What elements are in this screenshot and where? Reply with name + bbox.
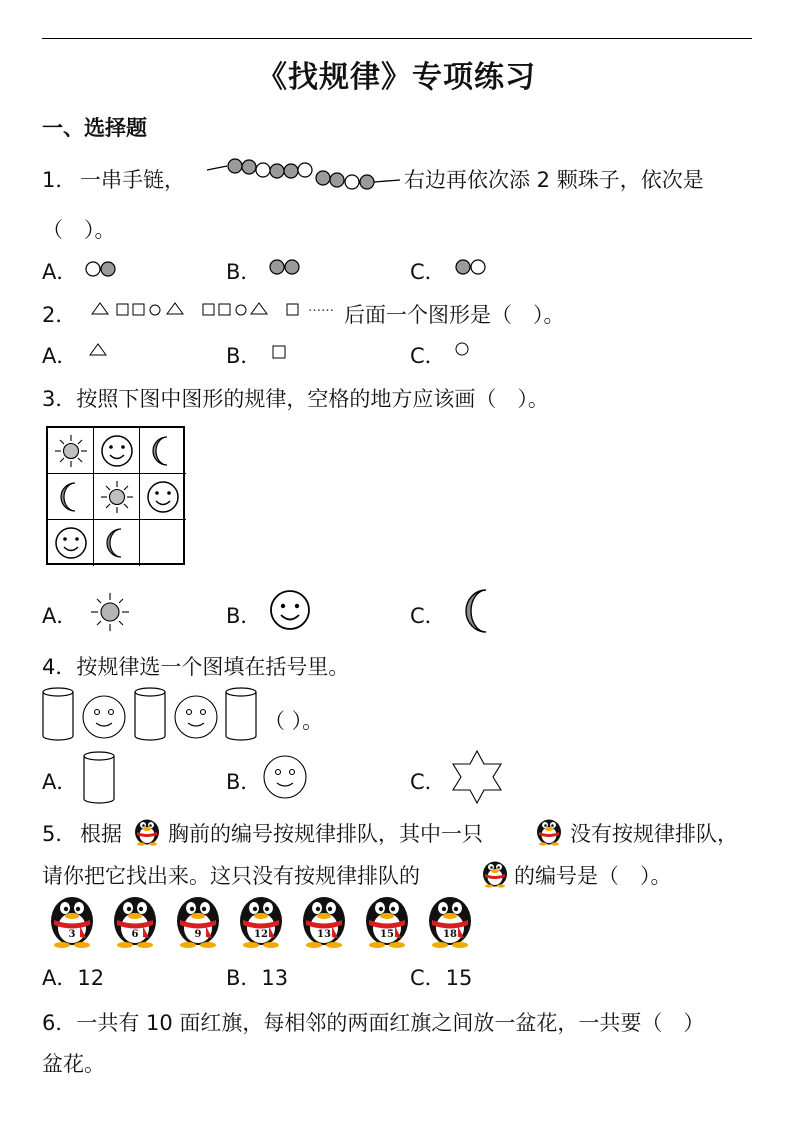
q5-number: 5． bbox=[42, 822, 77, 846]
grid-cell bbox=[94, 428, 140, 474]
pattern-grid bbox=[46, 426, 185, 565]
q3-option-a[interactable]: A． bbox=[42, 604, 78, 628]
moon-icon bbox=[456, 586, 496, 636]
penguin-number-label: 12 bbox=[254, 929, 268, 940]
section-heading: 一、选择题 bbox=[42, 116, 147, 140]
cylinder-icon bbox=[43, 688, 73, 740]
cylinder-icon bbox=[82, 750, 116, 806]
smiley-icon bbox=[48, 520, 94, 566]
penguin-icon bbox=[298, 894, 350, 948]
q1-text-c: （ ）。 bbox=[42, 218, 116, 242]
penguin-number-label: 13 bbox=[317, 929, 331, 940]
smiley-icon bbox=[175, 696, 217, 738]
cylinder-icon bbox=[135, 688, 165, 740]
q2-ellipsis: …… bbox=[308, 300, 334, 315]
q5-option-c[interactable]: C．15 bbox=[410, 966, 473, 990]
q4-text: 4．按规律选一个图填在括号里。 bbox=[42, 655, 350, 679]
triangle-icon bbox=[88, 340, 110, 358]
q1-number: 1． bbox=[42, 168, 77, 192]
square-icon bbox=[270, 342, 290, 360]
smiley-icon bbox=[268, 588, 312, 632]
q5-text-e: 的编号是（ ）。 bbox=[514, 864, 672, 888]
q1-text-a: 一串手链， bbox=[80, 168, 185, 192]
penguin-number-label: 6 bbox=[131, 929, 139, 940]
penguin-icon bbox=[480, 857, 510, 887]
grid-cell bbox=[94, 474, 140, 520]
q2-option-b[interactable]: B． bbox=[226, 344, 262, 368]
q2-number: 2． bbox=[42, 303, 77, 327]
q2-text-b: 后面一个图形是（ ）。 bbox=[344, 303, 565, 327]
penguin-icon bbox=[361, 894, 413, 948]
q5-text-c: 没有按规律排队， bbox=[570, 822, 738, 846]
q2-option-a[interactable]: A． bbox=[42, 344, 78, 368]
star-icon bbox=[450, 750, 504, 804]
bracelet-icon bbox=[205, 156, 400, 192]
penguin-number-label: 18 bbox=[443, 929, 457, 940]
cylinder-icon bbox=[226, 688, 256, 740]
smiley-icon bbox=[94, 428, 140, 474]
penguin-icon bbox=[132, 815, 162, 845]
page-title: 《找规律》专项练习 bbox=[257, 60, 536, 95]
q6-line-1: 6．一共有 10 面红旗，每相邻的两面红旗之间放一盆花，一共要（ ） bbox=[42, 1011, 705, 1035]
bead-pair-icon bbox=[454, 258, 490, 276]
smiley-icon bbox=[140, 474, 186, 520]
grid-cell bbox=[140, 474, 186, 520]
penguin-number-label: 15 bbox=[380, 929, 394, 940]
q6-line-2: 盆花。 bbox=[42, 1052, 105, 1076]
bead-pair-icon bbox=[268, 258, 304, 276]
sun-icon bbox=[94, 474, 140, 520]
grid-cell bbox=[48, 520, 94, 566]
penguin-icon bbox=[46, 894, 98, 948]
penguin-number-label: 3 bbox=[68, 929, 76, 940]
q1-option-b[interactable]: B． bbox=[226, 260, 262, 284]
q4-option-a[interactable]: A． bbox=[42, 770, 78, 794]
penguin-number-label: 9 bbox=[194, 929, 202, 940]
empty-grid-cell bbox=[140, 520, 186, 566]
penguin-icon bbox=[424, 894, 476, 948]
grid-cell bbox=[94, 520, 140, 566]
q5-text-b: 胸前的编号按规律排队，其中一只 bbox=[168, 822, 483, 846]
grid-cell bbox=[48, 428, 94, 474]
q5-option-b[interactable]: B．13 bbox=[226, 966, 289, 990]
q2-option-c[interactable]: C． bbox=[410, 344, 446, 368]
sun-icon bbox=[88, 590, 132, 634]
bead-pair-icon bbox=[84, 260, 120, 278]
moon-icon bbox=[140, 428, 186, 474]
q1-option-a[interactable]: A． bbox=[42, 260, 78, 284]
penguin-icon bbox=[534, 815, 564, 845]
q4-option-c[interactable]: C． bbox=[410, 770, 446, 794]
penguin-icon bbox=[235, 894, 287, 948]
q3-text: 3．按照下图中图形的规律，空格的地方应该画（ ）。 bbox=[42, 387, 549, 411]
moon-icon bbox=[48, 474, 94, 520]
top-rule bbox=[42, 38, 752, 39]
circle-icon bbox=[450, 340, 472, 358]
smiley-icon bbox=[262, 754, 308, 800]
q1-text-b: 右边再依次添 2 颗珠子，依次是 bbox=[404, 168, 704, 192]
q4-sequence bbox=[42, 686, 262, 742]
grid-cell bbox=[140, 428, 186, 474]
grid-cell bbox=[48, 474, 94, 520]
q5-text-d: 请你把它找出来。这只没有按规律排队的 bbox=[42, 864, 420, 888]
smiley-icon bbox=[83, 696, 125, 738]
shape-sequence-icon bbox=[90, 299, 310, 319]
moon-icon bbox=[94, 520, 140, 566]
q1-option-c[interactable]: C． bbox=[410, 260, 446, 284]
penguin-row bbox=[46, 894, 486, 948]
penguin-icon bbox=[109, 894, 161, 948]
q3-option-c[interactable]: C． bbox=[410, 604, 446, 628]
q4-option-b[interactable]: B． bbox=[226, 770, 262, 794]
q3-option-b[interactable]: B． bbox=[226, 604, 262, 628]
penguin-icon bbox=[172, 894, 224, 948]
q4-blank[interactable]: （ ）。 bbox=[264, 709, 324, 733]
q5-text-a: 根据 bbox=[80, 822, 122, 846]
q5-option-a[interactable]: A．12 bbox=[42, 966, 105, 990]
sun-icon bbox=[48, 428, 94, 474]
